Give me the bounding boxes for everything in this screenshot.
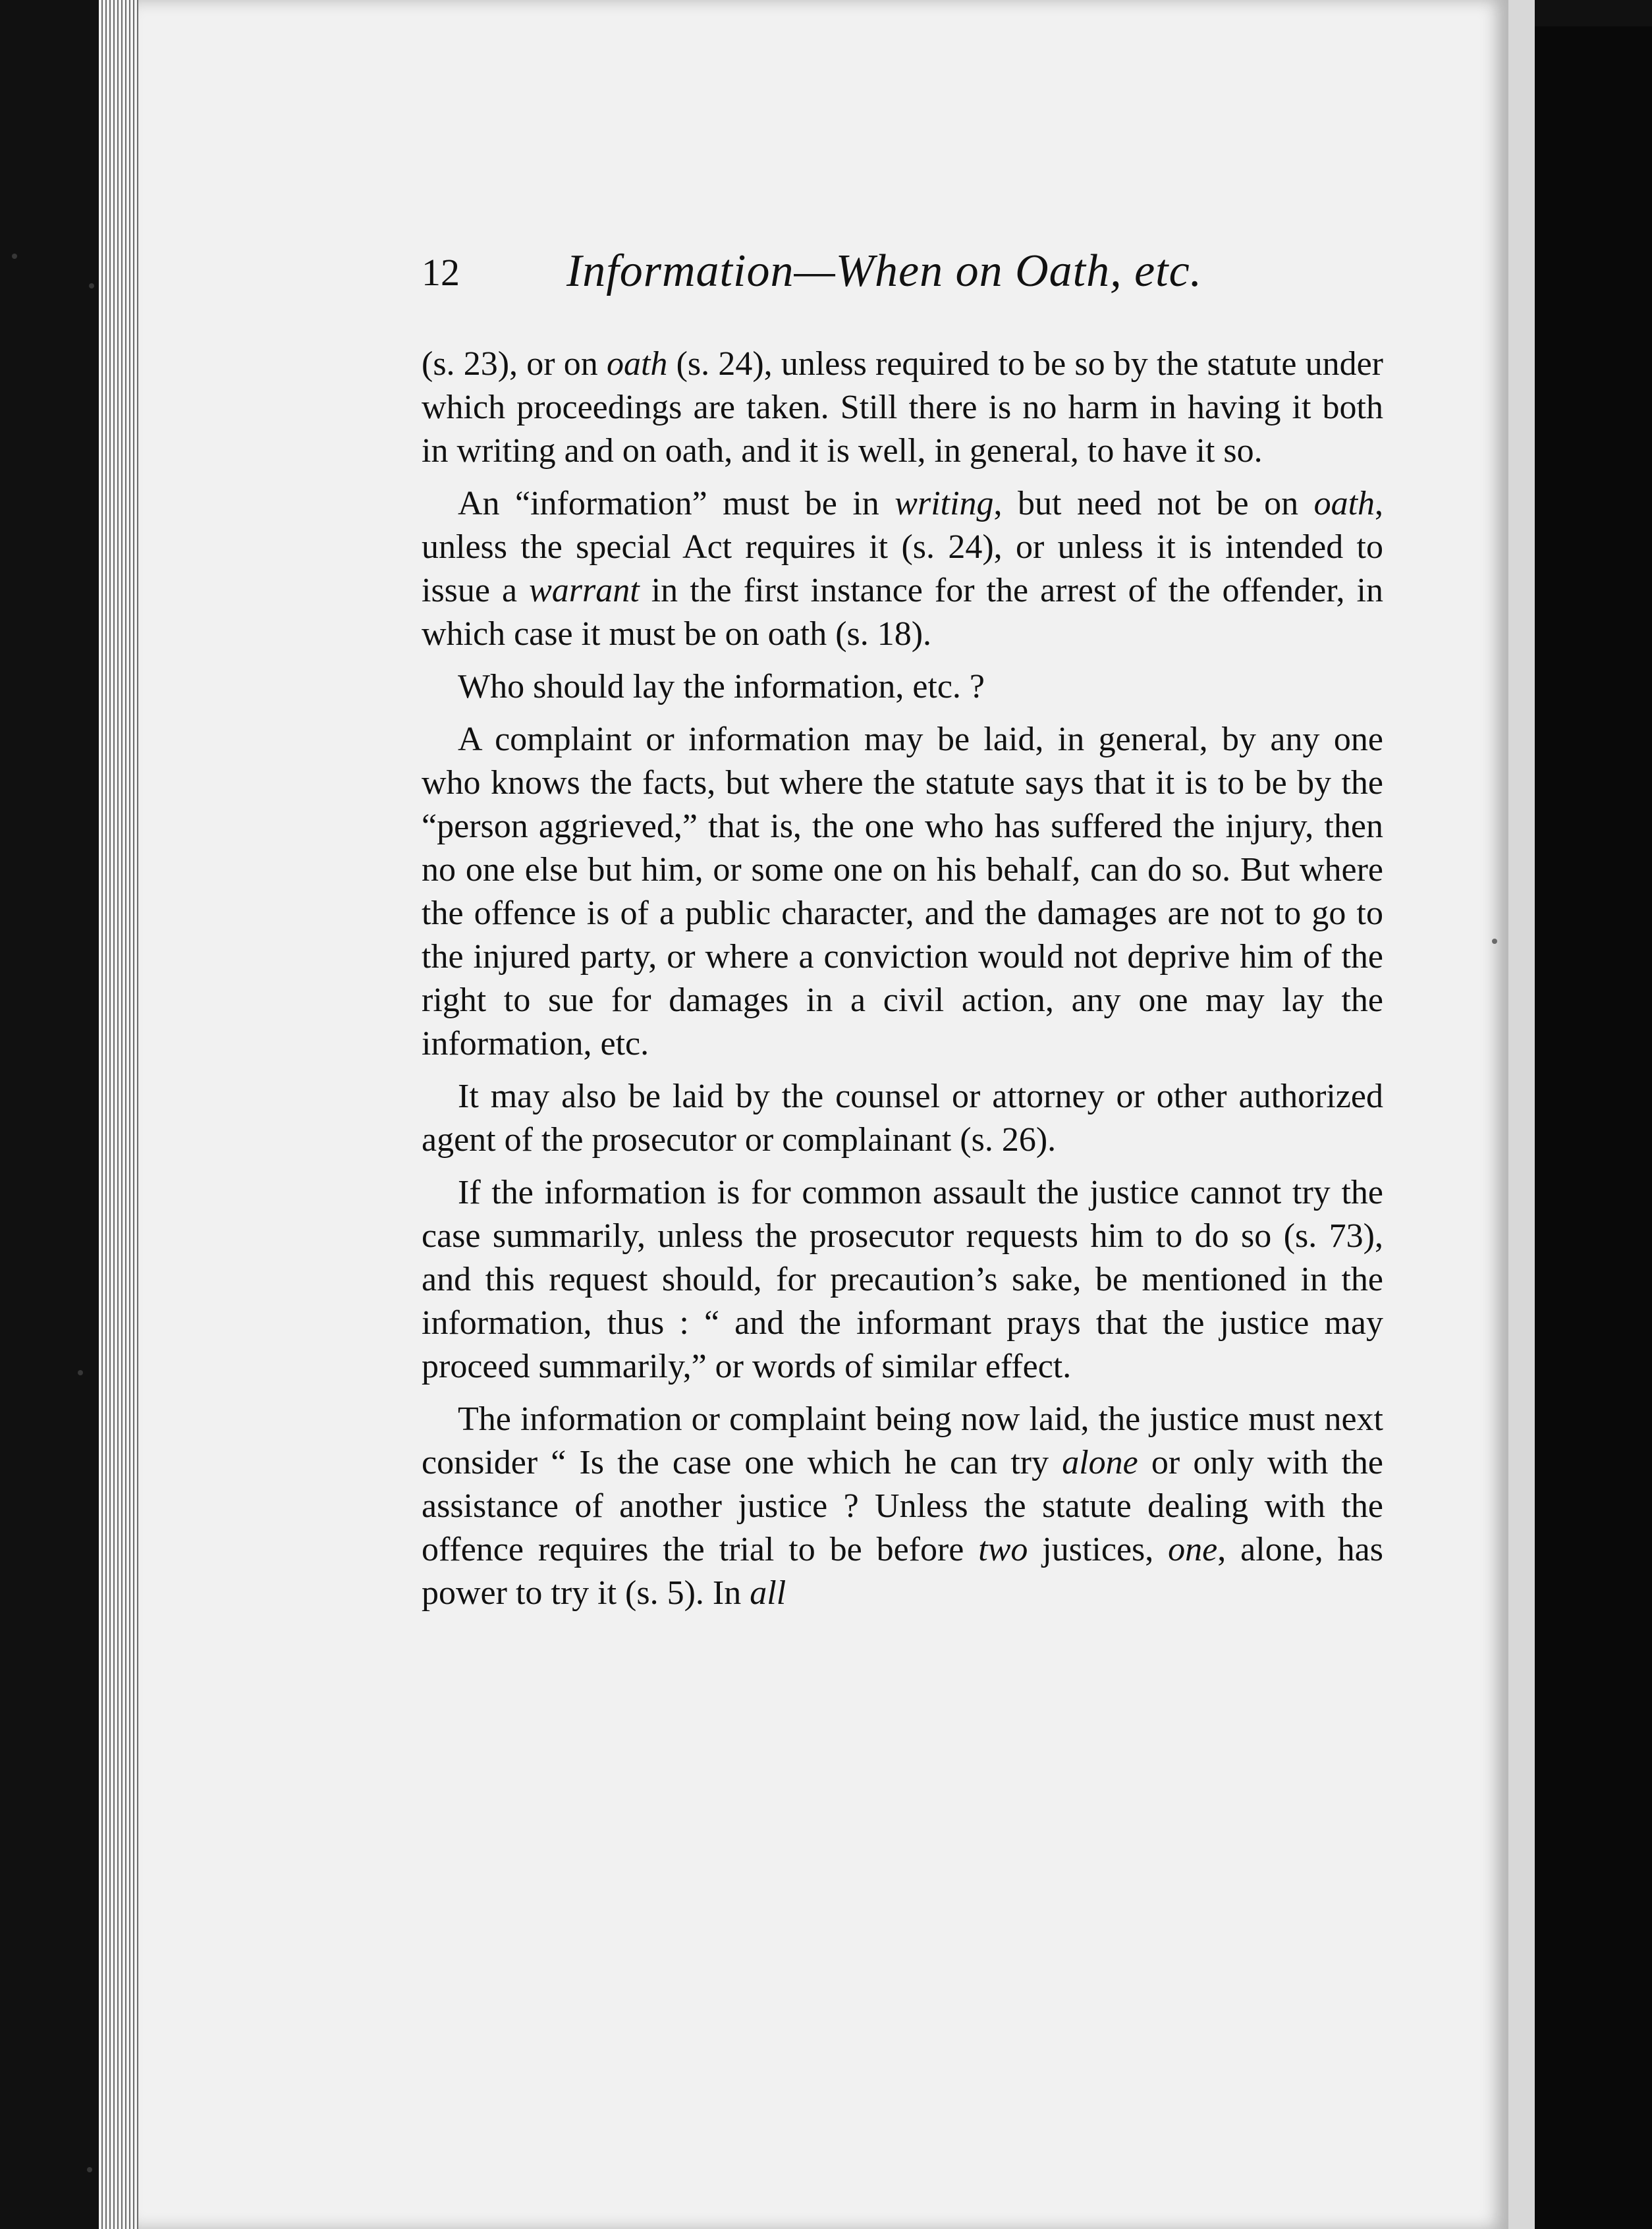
italic-text-run: one	[1168, 1531, 1218, 1568]
paragraph-text-run: If the information is for common assault the justice cannot try the case summarily, unless the prosecutor requests him to do so (s. 73), and this request should, for precaution’s sake, be mentioned in the information, thus : “ and the informant prays that the justice may proceed summarily,” or words of similar effect.	[422, 1174, 1383, 1385]
italic-text-run: two	[978, 1531, 1028, 1568]
paragraph-text-run: in the first instance for the arrest of the offender, in which case it must be on oath (s. 18).	[422, 572, 1383, 653]
scan-speck	[87, 2167, 92, 2172]
body-question	[422, 665, 1383, 709]
italic-text-run: writing	[895, 485, 994, 522]
italic-text-run: warrant	[529, 572, 640, 609]
scan-speck	[1492, 939, 1497, 944]
paragraph-text-run: (s. 24), unless required to be so by the statute under which proceedings are taken. Still there is no harm in having it both in writing and on oath, and it is well, in general, to have it so.	[422, 345, 1383, 470]
italic-text-run: alone	[1062, 1444, 1138, 1481]
paragraph-text-run: Who should lay the information, etc. ?	[458, 668, 985, 705]
paragraph-text-run: or only with the assistance of another justice ? Unless the statute dealing with the offence requires the trial to be before	[422, 1444, 1383, 1568]
italic-text-run: all	[750, 1574, 786, 1612]
page-header	[422, 237, 1245, 316]
right-page-edge	[1508, 0, 1535, 2229]
paragraph-text-run: , alone, has power to try it (s. 5). In	[422, 1531, 1383, 1612]
dark-facing-page	[1535, 26, 1652, 2229]
body-paragraph	[422, 1398, 1383, 1615]
paragraph-text-run: An “information” must be in	[458, 485, 895, 522]
italic-text-run: oath	[1313, 485, 1375, 522]
paragraph-text-run: It may also be laid by the counsel or attorney or other authorized agent of the prosecutor or complainant (s. 26).	[422, 1078, 1383, 1159]
running-title: Information—When on Oath, etc.	[566, 246, 1203, 296]
scan-speck	[89, 283, 94, 289]
body-paragraph	[422, 482, 1383, 656]
paragraph-text-run: , unless the special Act requires it (s. 24), or unless it is intended to issue a	[422, 485, 1384, 609]
paragraph-text-run: justices,	[1028, 1531, 1169, 1568]
body-paragraph	[422, 1075, 1383, 1162]
scan-speck	[12, 254, 17, 259]
paragraph-text-run: (s. 23), or on	[422, 345, 607, 383]
italic-text-run: oath	[606, 345, 668, 383]
body-paragraph	[422, 1171, 1383, 1389]
page-number: 12	[422, 251, 460, 294]
scan-speck	[78, 1370, 83, 1375]
paragraph-text-run: , but need not be on	[993, 485, 1314, 522]
body-paragraph	[422, 343, 1383, 473]
body-paragraph	[422, 718, 1383, 1066]
paragraph-text-run: A complaint or information may be laid, in general, by any one who knows the facts, but where the statute says that it is to be by the “person aggrieved,” that is, the one who has suffered the injury, then no one else but him, or some one on his behalf, can do so. But where the offence is of a public character, and the damages are not to go to the injured party, or where a conviction would not deprive him of the right to sue for damages in a civil action, any one may lay the information, etc.	[422, 721, 1383, 1062]
paragraph-text-run: The information or complaint being now laid, the justice must next consider “ Is the case one which he can try	[422, 1400, 1383, 1481]
text-body	[422, 343, 1383, 1624]
